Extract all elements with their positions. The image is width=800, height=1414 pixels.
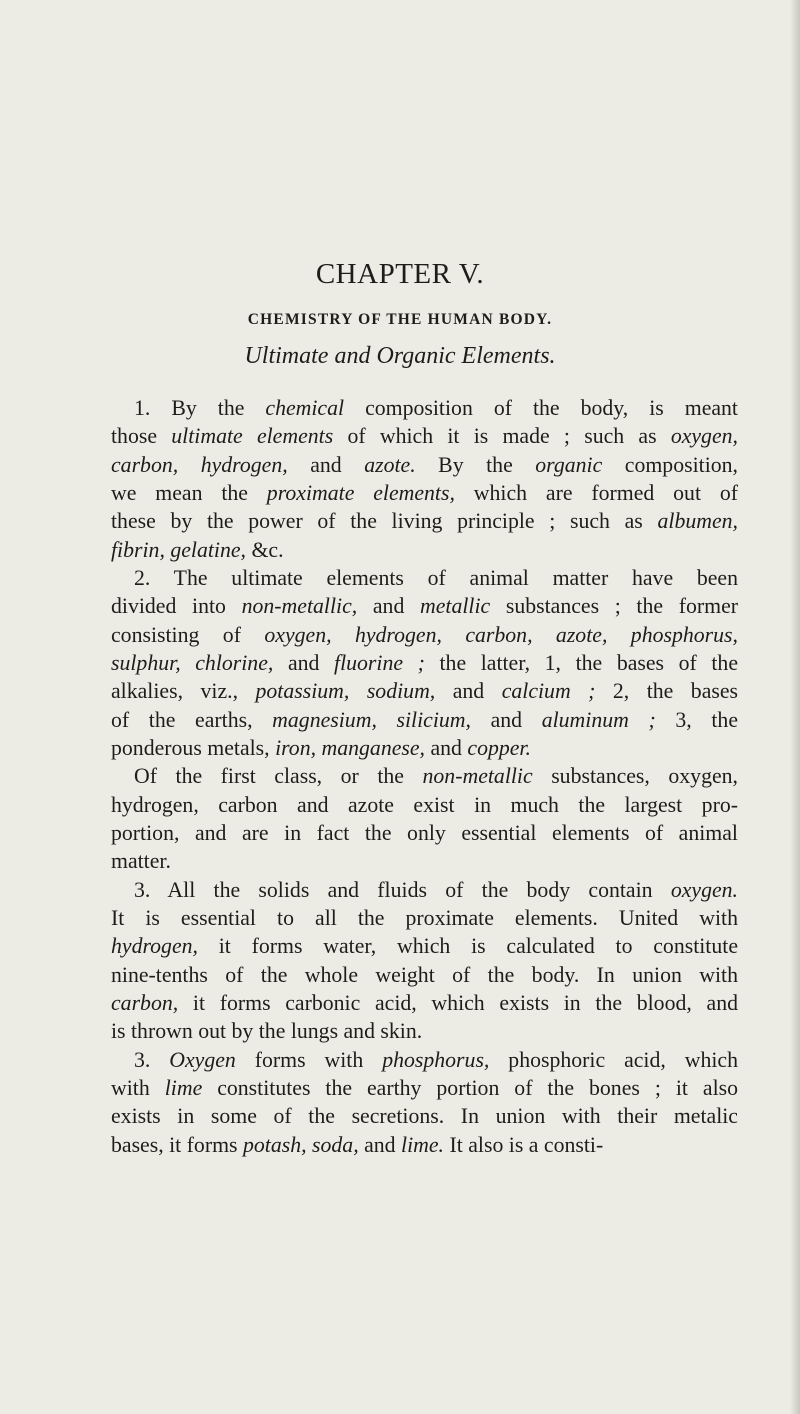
text-line (111, 1074, 738, 1102)
text-run: and (425, 735, 468, 760)
text-run: phosphoric acid, which (489, 1047, 738, 1072)
text-line (111, 592, 738, 620)
italic-term: non-metallic (422, 764, 533, 789)
chapter-subtitle: CHEMISTRY OF THE HUMAN BODY. (247, 311, 553, 328)
text-run: 1. By the (134, 396, 266, 420)
text-run: 3. (134, 1047, 170, 1072)
text-run: ponderous metals, (111, 735, 276, 760)
text-run: consisting of (111, 622, 265, 647)
text-run: By the (415, 452, 536, 477)
text-run: It is essential to all the proximate elements. United with (111, 905, 738, 930)
text-line (111, 1102, 738, 1130)
text-run: and (287, 452, 365, 477)
text-run: It also is a consti- (444, 1132, 604, 1157)
italic-term: phosphorus, (382, 1047, 490, 1072)
text-line (111, 847, 738, 875)
text-run: and (358, 1132, 402, 1157)
italic-term: oxygen, hydrogen, carbon, azote, phosphorus, (264, 622, 738, 647)
chapter-heading: CHAPTER V. (315, 258, 485, 290)
text-run: it forms carbonic acid, which exists in the blood, and (178, 990, 738, 1015)
text-run: exists in some of the secretions. In union with their metalic (111, 1104, 738, 1129)
text-run: &c. (246, 537, 284, 562)
text-run: hydrogen, carbon and azote exist in much the largest pro- (111, 792, 738, 817)
text-run: 2. The ultimate elements of animal matter have been (134, 565, 738, 590)
italic-term: calcium ; (501, 679, 596, 704)
text-run: substances, oxygen, (532, 764, 738, 789)
text-run: and (357, 594, 420, 619)
text-run: and (273, 650, 335, 675)
text-run: constitutes the earthy portion of the bones ; it also (202, 1075, 738, 1100)
text-line (111, 677, 738, 705)
page-edge-shadow (790, 0, 800, 1414)
text-run: Of the first class, or the (134, 764, 423, 789)
text-line (111, 791, 738, 819)
text-run: of the earths, (111, 707, 273, 732)
text-line (111, 734, 738, 762)
text-run: those (111, 424, 172, 449)
text-line (111, 422, 738, 450)
italic-term: copper. (467, 735, 531, 760)
italic-term: metallic (419, 594, 491, 619)
text-line (111, 649, 738, 677)
text-run: portion, and are in fact the only essential elements of animal (111, 820, 738, 845)
text-run: the latter, 1, the bases of the (424, 650, 738, 675)
text-run: which are formed out of (454, 480, 738, 505)
italic-term: hydrogen, (111, 934, 198, 959)
text-run: with (111, 1075, 165, 1100)
italic-term: proximate elements, (266, 480, 455, 505)
text-line (111, 536, 738, 564)
text-run: we mean the (111, 480, 267, 505)
text-run: composition, (602, 452, 738, 477)
text-run: forms with (235, 1047, 383, 1072)
italic-term: aluminum ; (541, 707, 656, 732)
italic-term: ultimate elements (171, 424, 334, 449)
italic-term: potash, soda, (242, 1132, 359, 1157)
text-run: these by the power of the living principle ; such as (111, 509, 658, 534)
italic-term: non-metallic, (241, 594, 358, 619)
italic-term: carbon, (111, 990, 179, 1015)
text-line (111, 1017, 738, 1045)
section-heading: Ultimate and Organic Elements. (244, 343, 556, 369)
text-run: bases, it forms (111, 1132, 243, 1157)
text-line (111, 621, 738, 649)
italic-term: azote. (364, 452, 416, 477)
text-run: 2, the bases (595, 679, 738, 704)
italic-term: carbon, hydrogen, (111, 452, 288, 477)
text-line (134, 564, 738, 592)
italic-term: lime. (401, 1132, 445, 1157)
text-line (111, 451, 738, 479)
text-run: nine-tenths of the whole weight of the body. In union with (111, 962, 738, 987)
text-run: and (470, 707, 542, 732)
text-line (111, 706, 738, 734)
text-line (111, 1131, 738, 1159)
text-line (134, 1046, 738, 1074)
text-run: alkalies, viz., (111, 679, 256, 704)
italic-term: fluorine ; (334, 650, 425, 675)
italic-term: lime (164, 1075, 203, 1100)
italic-term: potassium, sodium, (255, 679, 436, 704)
text-run: 3. All the solids and fluids of the body contain (134, 877, 671, 902)
text-run: substances ; the former (490, 594, 738, 619)
italic-term: iron, manganese, (275, 735, 426, 760)
text-run: is thrown out by the lungs and skin. (111, 1019, 423, 1044)
italic-term: magnesium, silicium, (272, 707, 471, 732)
text-run: 3, the (655, 707, 738, 732)
italic-term: oxygen, (670, 424, 738, 449)
italic-term: chemical (265, 396, 345, 420)
italic-term: organic (535, 452, 603, 477)
italic-term: fibrin, gelatine, (111, 537, 247, 562)
text-run: of which it is made ; such as (333, 424, 671, 449)
text-run: and (435, 679, 502, 704)
italic-term: albumen, (657, 509, 738, 534)
italic-term: sulphur, chlorine, (111, 650, 274, 675)
text-run: divided into (111, 594, 242, 619)
text-line (111, 479, 738, 507)
text-run: composition of the body, is meant (344, 396, 738, 420)
text-run: matter. (111, 849, 171, 874)
italic-term: oxygen. (670, 877, 738, 902)
text-line (111, 507, 738, 535)
text-line (111, 819, 738, 847)
text-line (111, 961, 738, 989)
text-line (134, 876, 738, 904)
text-run: it forms water, which is calculated to constitute (197, 934, 738, 959)
text-line (111, 989, 738, 1017)
text-line (111, 932, 738, 960)
text-line (134, 394, 738, 422)
text-line (111, 904, 738, 932)
italic-term: Oxygen (169, 1047, 236, 1072)
text-line (134, 762, 738, 790)
